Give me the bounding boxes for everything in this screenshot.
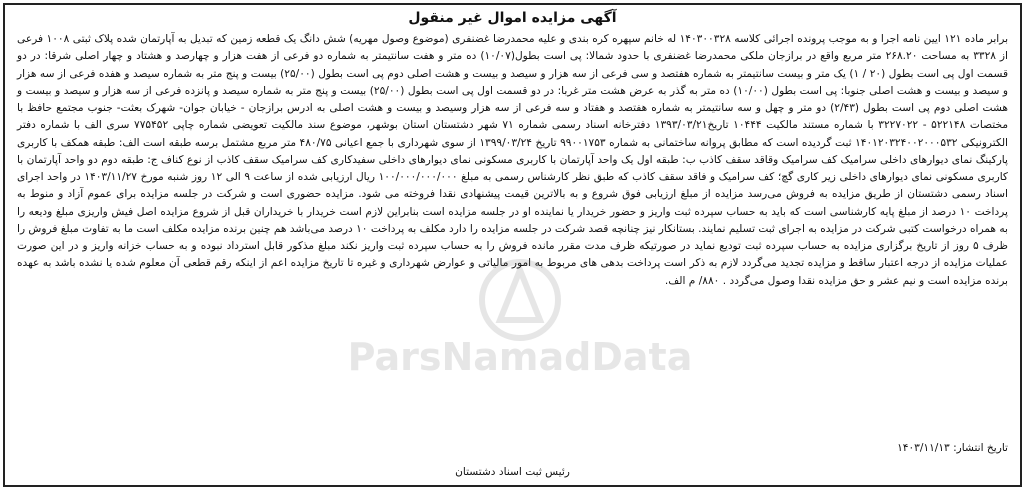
- publish-date: تاریخ انتشار: ۱۴۰۳/۱۱/۱۳: [897, 442, 1008, 454]
- notice-title: آگهی مزایده اموال غیر منقول: [408, 10, 617, 26]
- notice-frame: [3, 3, 1022, 487]
- signature-line: رئیس ثبت اسناد دشتستان: [455, 466, 570, 478]
- notice-body: برابر ماده ۱۲۱ ایین نامه اجرا و به موجب پرونده اجرائی کلاسه ۱۴۰۳۰۰۳۲۸ له خانم سپهره کره بندی و علیه محمدرضا غضنفری (موضوع وصول مهریه) شش دانگ یک قطعه زمین که تبدیل به آپارتمان شده پلاک ثبتی ۱۰۰۸ فرعی از ۳۳۲۸ به مساحت ۲۶۸.۲۰ متر مربع واقع در برازجان ملکی محمدرضا غضنفری با حدود شمالا: پی است بطول(۱۰/۰۷) ده متر و هفت سانتیمتر به شماره دو فرعی از هفت هزار و چهارصد و هشتاد و چهار اصلی شرقا: در دو قسمت اول پی است بطول (۲۰ / ۱) یک متر و بیست سانتیمتر به شماره هفتصد و سی فرعی از سه هزار و سیصد و بیست و هشت اصلی دوم پی است بطول (۲۵/۰۰) بیست و پنج متر به شماره سیصد و هفده فرعی از سه هزار و سیصد و بیست و هشت اصلی جنوبا: پی است بطول (۱۰/۰۰) ده متر به گذر به عرض هشت متر غربا: در دو قسمت اول پی است بطول (۲۵/۰۰) بیست و پنج متر به شماره سیصد و پانزده فرعی از سه هزار و سیصد و بیست و هشت اصلی دوم پی است بطول (۲/۴۳) دو متر و چهل و سه سانتیمتر به شماره هفتصد و هفتاد و سه فرعی از سه هزار وسیصد و بیست و هشت اصلی به ادرس برازجان - خیابان جوان- شهرک بعثت- جنوب مجتمع حافظ با مختصات ۵۲۲۱۴۸ - ۳۲۲۷۰۲۲ با شماره مستند مالکیت ۱۰۴۴۴ تاریخ۱۳۹۳/۰۳/۲۱ دفترخانه اسناد رسمی شماره ۷۱ شهر دشتستان استان بوشهر، موضوع سند مالکیت تعویضی شماره چاپی ۷۷۵۴۵۲ سری الف با شماره دفتر الکترونیکی ۱۴۰۱۲۰۳۲۴۰۰۲۰۰۰۵۳۲ ثبت گردیده است که مطابق پروانه ساختمانی به شماره ۹۹۰۰۱۷۵۳ تاریخ ۱۳۹۹/۰۳/۲۴ از سوی شهرداری با جمع اعیانی ۴۸۰/۷۵ متر مربع مشتمل برسه طبقه است الف: طبقه همکف با کاربری پارکینگ نمای دیوارهای داخلی سرامیک کف سرامیک وقاقد سقف کاذب ب: طبقه اول یک واحد آپارتمان با کاربری مسکونی نمای دیوارهای داخلی سفیدکاری کف سرامیک سقف کاذب از نوع کناف ج: طبقه دوم دو واحد آپارتمان با کاربری مسکونی نمای دیوارهای داخلی زیر کاری گچ؛ کف سرامیک و فاقد سقف کاذب که طبق نظر کارشناس رسمی به مبلغ ۱۰۰/۰۰۰/۰۰۰/۰۰۰ ریال ارزیابی شده از ساعت ۹ الی ۱۲ روز شنبه مورخ ۱۴۰۳/۱۱/۲۷ در واحد اجرای اسناد رسمی دشتستان از طریق مزایده به فروش می‌رسد مزایده از مبلغ ارزیابی فوق شروع و به بالاترین قیمت پیشنهادی نقدا فروخته می شود. مزایده حضوری است و شرکت در جلسه مزایده برای عموم آزاد و منوط به پرداخت ۱۰ درصد از مبلغ پایه کارشناسی است که باید به حساب سپرده ثبت واریز و حضور خریدار یا نماینده او در جلسه مزایده است بنابراین لازم است خریدار با خریداران قبل از شروع مزایده اصل فیش واریزی مبلغ ودیعه را به همراه درخواست کتبی شرکت در مزایده به اجرای ثبت تسلیم نمایند. بستانکار نیز چنانچه قصد شرکت در جلسه مزایده را دارد مکلف به پرداخت ۱۰ درصد می‌باشد هم چنین برنده مزایده مکلف است ما به تفاوت مبلغ فروش را ظرف ۵ روز از تاریخ برگزاری مزایده به حساب سپرده ثبت تودیع نماید در صورتیکه ظرف مدت مقرر مانده فروش را به حساب سپرده ثبت واریز نکند مبلغ مذکور قابل استرداد نبوده و به حساب خزانه واریز و در این صورت عملیات مزایده از درجه اعتبار ساقط و مزایده تجدید می‌گردد لازم به ذکر است پرداخت بدهی های مربوط به امور مالیاتی و عوارض شهرداری و غیره تا تاریخ مزایده اعم از اینکه رقم قطعی آن معلوم شده یا نشده باشد به عهده برنده مزایده است و نیم عشر و حق مزایده نقدا وصول می‌گردد . ۸۸۰/ م الف.: [17, 33, 1009, 287]
